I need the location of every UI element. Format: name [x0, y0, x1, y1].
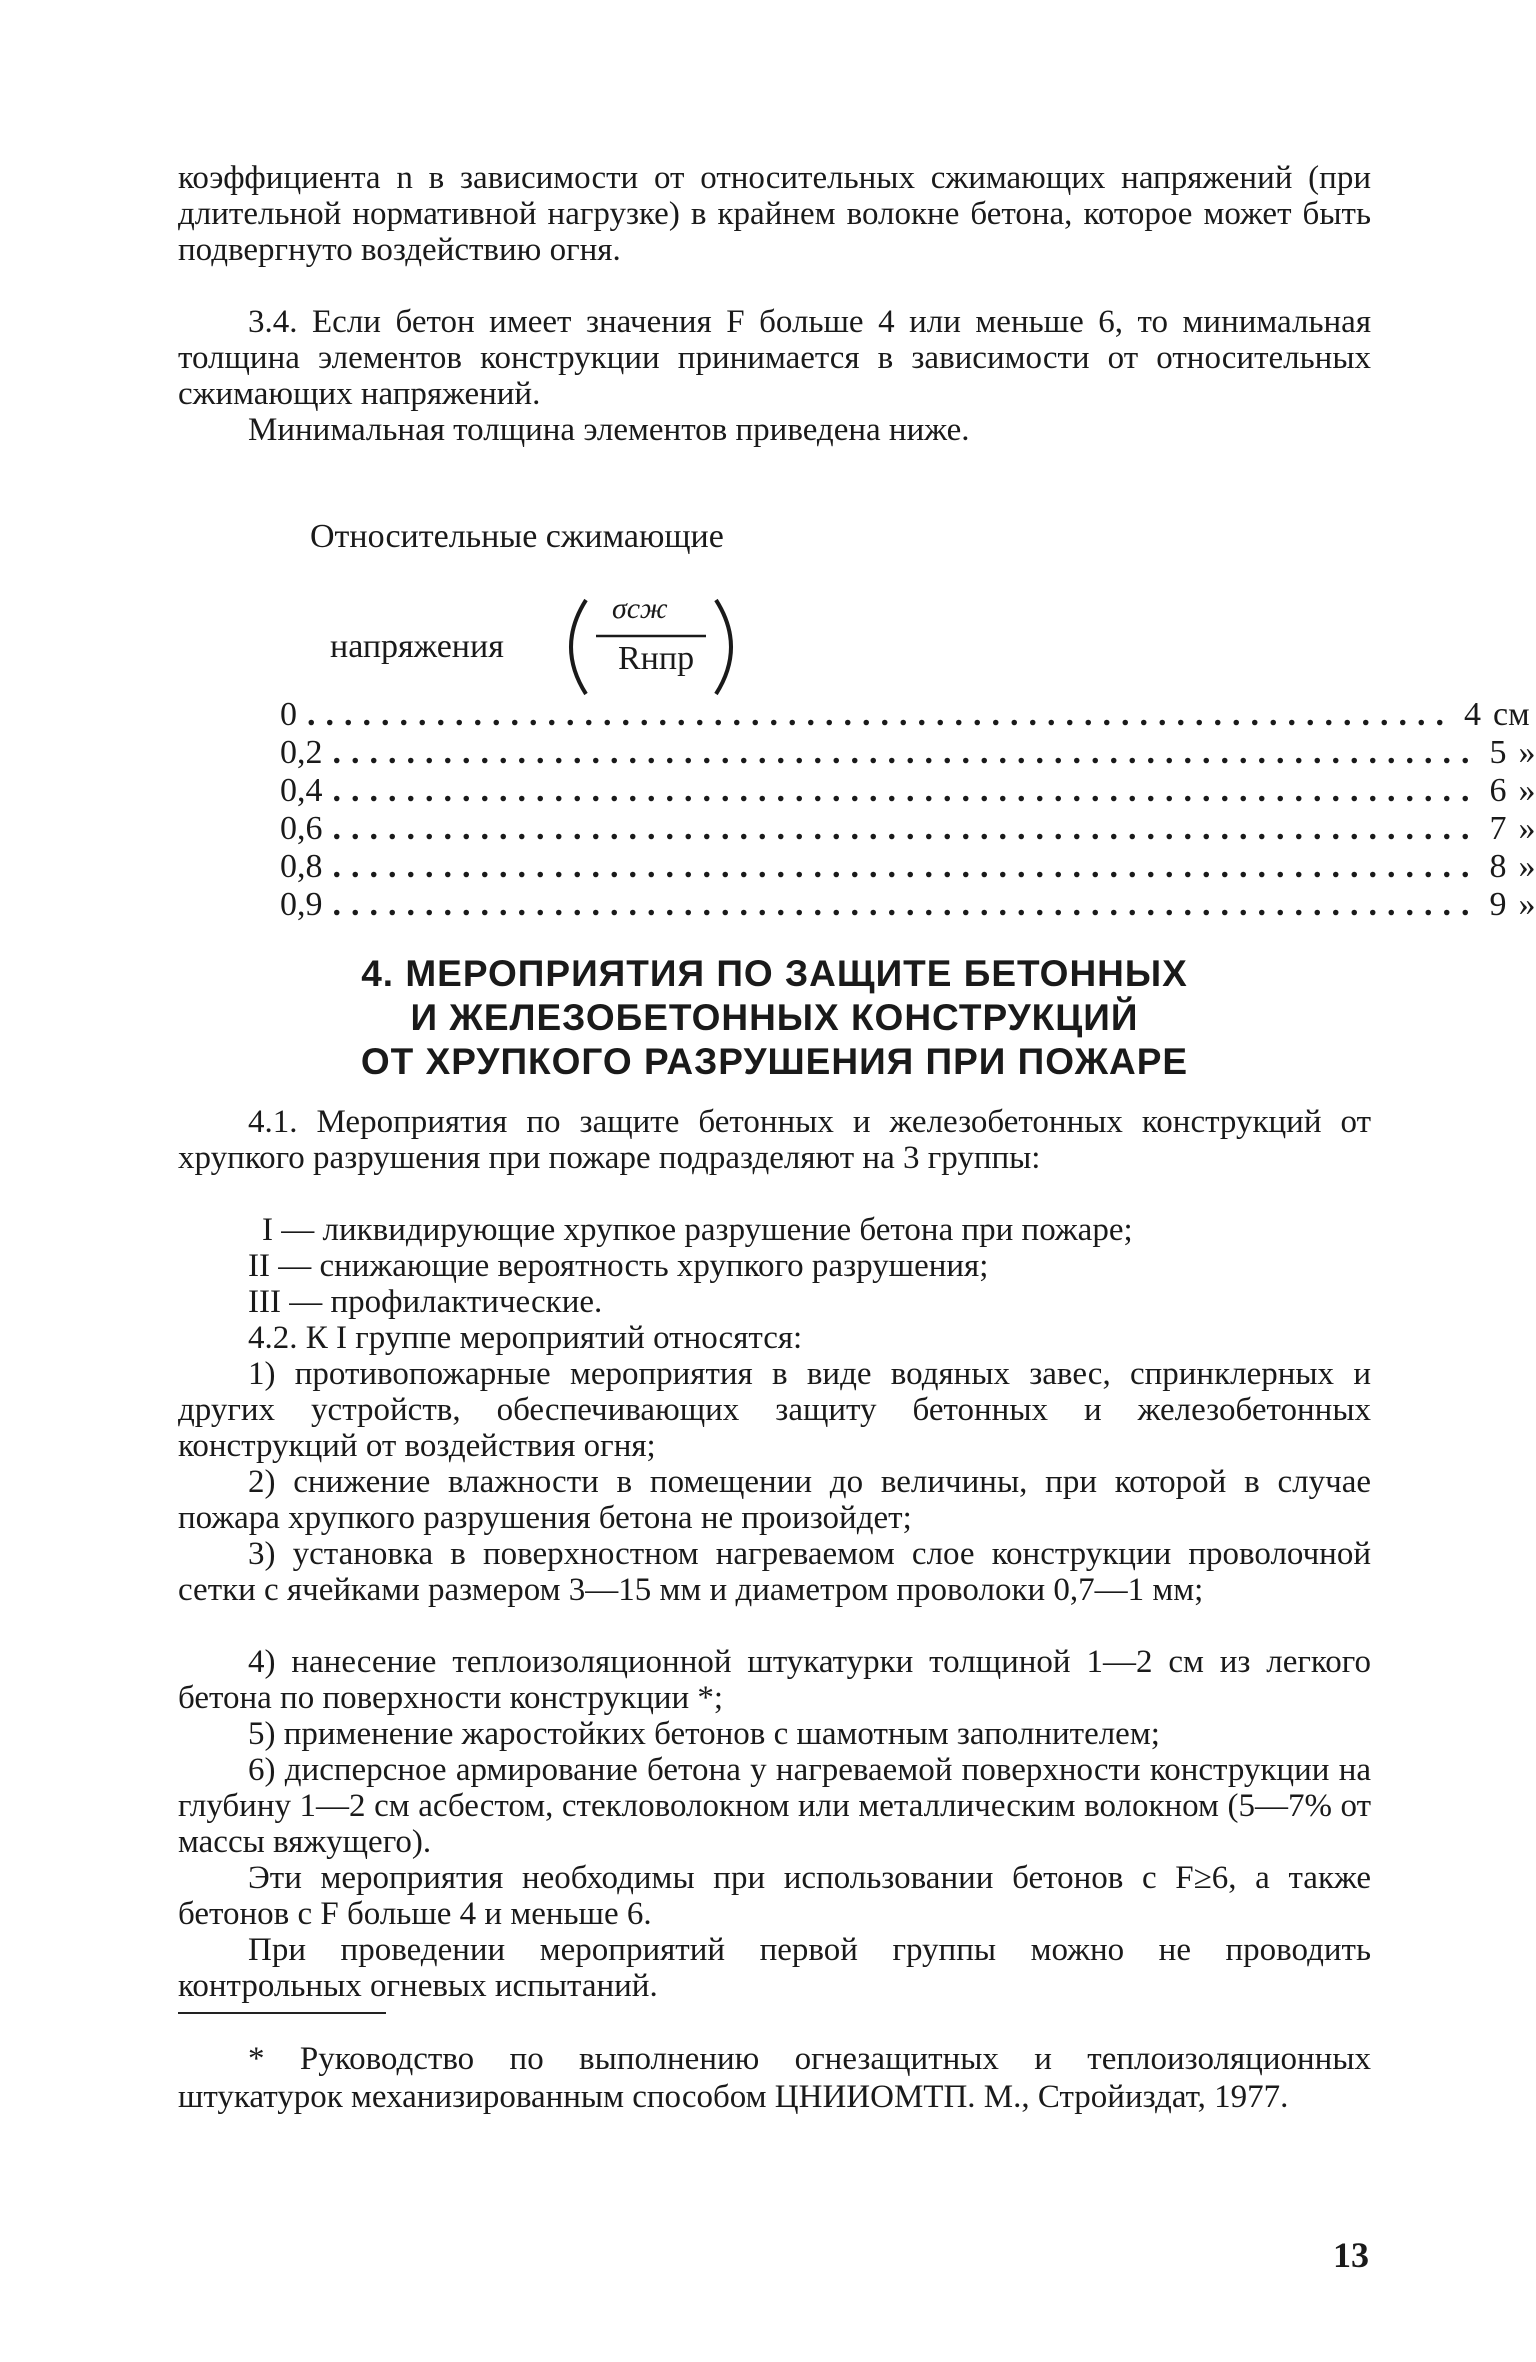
row-thickness: 6: [1489, 772, 1507, 809]
row-unit: »: [1518, 734, 1536, 771]
page-number: 13: [1333, 2235, 1369, 2275]
paragraph-note: Эти мероприятия необходимы при использовании бетонов с F≥6, а также бетонов с F больше 4 и меньше 6.: [178, 1860, 1371, 1932]
fraction-denominator: Rнпр: [618, 640, 695, 677]
row-stress: 0,9: [280, 886, 323, 923]
row-stress: 0: [280, 696, 297, 733]
measure-item-5: 5) применение жаростойких бетонов с шамотным заполнителем;: [248, 1716, 1160, 1752]
thickness-table: [280, 696, 1536, 924]
row-stress: 0,2: [280, 734, 323, 771]
leader-dots: ..............................................................: [332, 848, 1480, 885]
table-row: [280, 810, 1536, 848]
row-thickness: 7: [1489, 810, 1507, 847]
row-stress: 0,8: [280, 848, 323, 885]
table-row: [280, 886, 1536, 924]
table-header-line2: напряжения: [330, 628, 504, 665]
footnote-divider: [178, 2012, 386, 2014]
measure-item-4: 4) нанесение теплоизоляционной штукатурки толщиной 1—2 см из легкого бетона по поверхности конструкции *;: [178, 1644, 1371, 1716]
leader-dots: ..............................................................: [307, 696, 1454, 733]
row-thickness: 4: [1464, 696, 1481, 733]
row-unit: »: [1518, 810, 1536, 847]
table-row: [280, 696, 1530, 734]
section-heading-line1: 4. МЕРОПРИЯТИЯ ПО ЗАЩИТЕ БЕТОННЫХ: [361, 953, 1188, 994]
intro-paragraph-1: коэффициента n в зависимости от относительных сжимающих напряжений (при длительной нормативной нагрузке) в крайнем волокне бетона, которое может быть подвергнуто воздействию огня.: [178, 160, 1371, 268]
paragraph-min-thickness: Минимальная толщина элементов приведена ниже.: [248, 412, 970, 448]
row-unit: »: [1518, 772, 1536, 809]
table-row: [280, 772, 1536, 810]
footnote: * Руководство по выполнению огнезащитных и теплоизоляционных штукатурок механизированным способом ЦНИИОМТП. М., Стройиздат, 1977.: [178, 2041, 1371, 2115]
row-unit: »: [1518, 886, 1536, 923]
paragraph-4-2: 4.2. К I группе мероприятий относятся:: [248, 1320, 803, 1356]
measure-item-1: 1) противопожарные мероприятия в виде водяных завес, спринклерных и других устройств, обеспечивающих защиту бетонных и железобетонных конструкций от воздействия огня;: [178, 1356, 1371, 1464]
table-header-line1: Относительные сжимающие: [310, 518, 724, 555]
measure-item-3: 3) установка в поверхностном нагреваемом слое конструкции проволочной сетки с ячейками размером 3—15 мм и диаметром проволоки 0,7—1 мм;: [178, 1536, 1371, 1608]
row-unit: »: [1518, 848, 1536, 885]
row-thickness: 8: [1489, 848, 1507, 885]
fraction-numerator: σсж: [612, 592, 668, 625]
leader-dots: ..............................................................: [332, 734, 1480, 771]
row-stress: 0,6: [280, 810, 323, 847]
table-row: [280, 848, 1536, 886]
leader-dots: ..............................................................: [332, 886, 1480, 923]
row-thickness: 9: [1489, 886, 1507, 923]
stress-ratio-fraction: [556, 592, 746, 702]
section-heading-line2: И ЖЕЛЕЗОБЕТОННЫХ КОНСТРУКЦИЙ: [410, 997, 1139, 1038]
paragraph-3-4: 3.4. Если бетон имеет значения F больше 4 или меньше 6, то минимальная толщина элементов конструкции принимается в зависимости от относительных сжимающих напряжений.: [178, 304, 1371, 412]
row-stress: 0,4: [280, 772, 323, 809]
row-thickness: 5: [1489, 734, 1507, 771]
measure-item-6: 6) дисперсное армирование бетона у нагреваемой поверхности конструкции на глубину 1—2 см асбестом, стекловолокном или металлическим волокном (5—7% от массы вяжущего).: [178, 1752, 1371, 1860]
leader-dots: ..............................................................: [332, 772, 1480, 809]
table-row: [280, 734, 1536, 772]
group-1: I — ликвидирующие хрупкое разрушение бетона при пожаре;: [262, 1212, 1133, 1248]
paragraph-4-1: 4.1. Мероприятия по защите бетонных и железобетонных конструкций от хрупкого разрушения при пожаре подразделяют на 3 группы:: [178, 1104, 1371, 1176]
group-3: III — профилактические.: [248, 1284, 603, 1320]
section-heading-line3: ОТ ХРУПКОГО РАЗРУШЕНИЯ ПРИ ПОЖАРЕ: [360, 1041, 1189, 1082]
measure-item-2: 2) снижение влажности в помещении до величины, при которой в случае пожара хрупкого разрушения бетона не произойдет;: [178, 1464, 1371, 1536]
leader-dots: ..............................................................: [332, 810, 1480, 847]
row-unit: см: [1493, 696, 1530, 733]
paragraph-last: При проведении мероприятий первой группы можно не проводить контрольных огневых испытаний.: [178, 1932, 1371, 2004]
group-2: II — снижающие вероятность хрупкого разрушения;: [248, 1248, 989, 1284]
